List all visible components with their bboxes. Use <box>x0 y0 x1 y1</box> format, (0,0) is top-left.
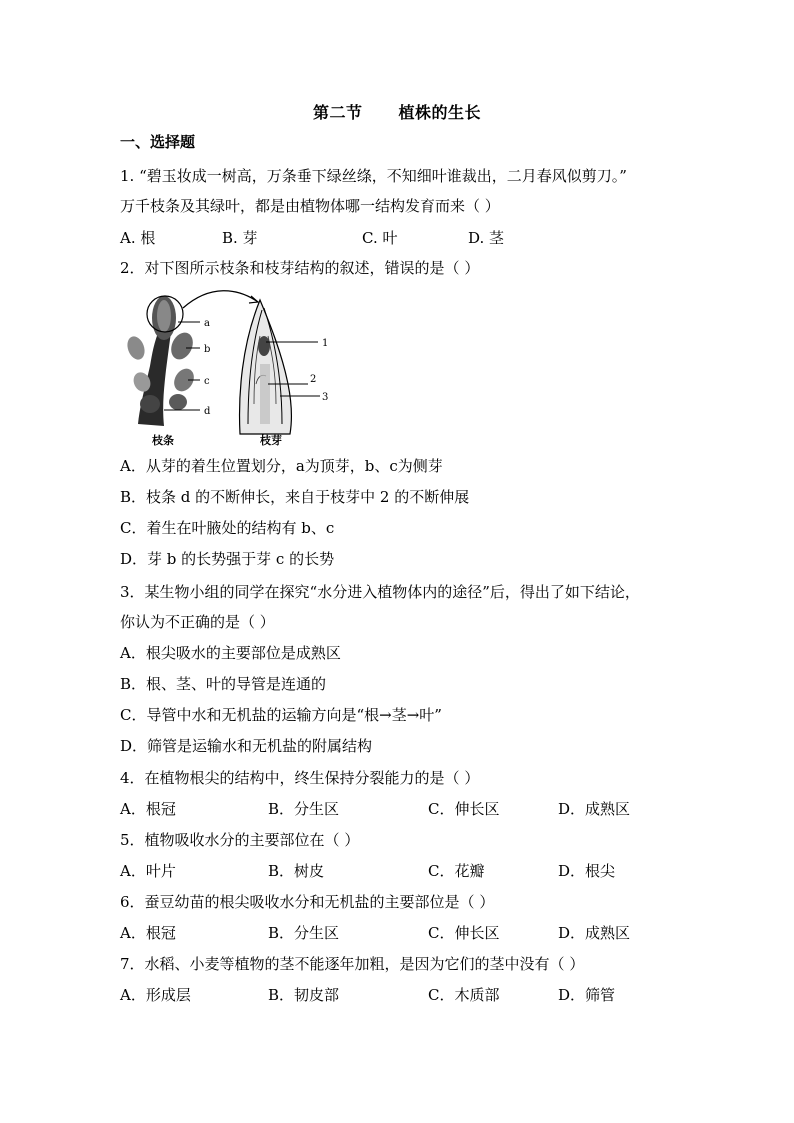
q6-stem: 6．蚕豆幼苗的根尖吸收水分和无机盐的主要部位是（ ） <box>120 893 495 911</box>
q3-option-c: C．导管中水和无机盐的运输方向是“根→茎→叶” <box>120 706 442 724</box>
q5-option-a: A．叶片 <box>120 862 176 880</box>
q1-option-d: D. 茎 <box>468 229 505 247</box>
q3-option-a: A．根尖吸水的主要部位是成熟区 <box>120 644 341 662</box>
q3-option-b: B．根、茎、叶的导管是连通的 <box>120 675 327 693</box>
label-b: b <box>204 344 211 355</box>
label-c: c <box>204 376 210 387</box>
q2-option-b: B．枝条 d 的不断伸长，来自于枝芽中 2 的不断伸展 <box>120 488 470 506</box>
label-1: 1 <box>322 338 329 349</box>
q4-stem: 4．在植物根尖的结构中，终生保持分裂能力的是（ ） <box>120 769 480 787</box>
q1-option-b: B. 芽 <box>222 229 258 247</box>
label-3: 3 <box>322 392 329 403</box>
q4-option-a: A．根冠 <box>120 800 176 818</box>
q3-stem-line-2: 你认为不正确的是（ ） <box>120 613 275 631</box>
q6-option-b: B．分生区 <box>268 924 340 942</box>
label-2: 2 <box>310 374 317 385</box>
bud-drawing <box>240 300 292 434</box>
q4-option-d: D．成熟区 <box>558 800 631 818</box>
q2-option-d: D．芽 b 的长势强于芽 c 的长势 <box>120 550 335 568</box>
q4-option-b: B．分生区 <box>268 800 340 818</box>
label-a: a <box>204 318 210 329</box>
q7-option-d: D．筛管 <box>558 986 616 1004</box>
q3-option-d: D．筛管是运输水和无机盐的附属结构 <box>120 737 373 755</box>
q1-stem-line-1: 1. “碧玉妆成一树高，万条垂下绿丝绦，不知细叶谁裁出，二月春风似剪刀。” <box>120 167 627 185</box>
arrow-icon <box>183 291 258 308</box>
q7-option-a: A．形成层 <box>120 986 191 1004</box>
section-number: 第二节 <box>312 103 363 122</box>
branch-drawing <box>124 296 197 426</box>
branch-bud-figure <box>120 284 340 446</box>
q2-stem: 2．对下图所示枝条和枝芽结构的叙述，错误的是（ ） <box>120 259 480 277</box>
q5-stem: 5．植物吸收水分的主要部位在（ ） <box>120 831 360 849</box>
q2-option-c: C．着生在叶腋处的结构有 b、c <box>120 519 335 537</box>
q6-option-a: A．根冠 <box>120 924 176 942</box>
q4-option-c: C．伸长区 <box>428 800 500 818</box>
q7-option-c: C．木质部 <box>428 986 500 1004</box>
q6-option-d: D．成熟区 <box>558 924 631 942</box>
branch-bud-diagram <box>120 284 340 446</box>
label-d: d <box>204 406 211 417</box>
q6-option-c: C．伸长区 <box>428 924 500 942</box>
q5-option-d: D．根尖 <box>558 862 616 880</box>
q7-stem: 7．水稻、小麦等植物的茎不能逐年加粗，是因为它们的茎中没有（ ） <box>120 955 585 973</box>
q1-option-a: A. 根 <box>120 229 156 247</box>
q7-option-b: B．韧皮部 <box>268 986 340 1004</box>
section-name: 植株的生长 <box>398 103 482 122</box>
caption-bud: 枝芽 <box>260 434 282 446</box>
q5-option-c: C．花瓣 <box>428 862 485 880</box>
q1-option-c: C. 叶 <box>362 229 398 247</box>
q1-stem-line-2: 万千枝条及其绿叶，都是由植物体哪一结构发育而来（ ） <box>120 197 500 215</box>
part-heading: 一、选择题 <box>120 133 196 151</box>
q5-option-b: B．树皮 <box>268 862 325 880</box>
q3-stem-line-1: 3．某生物小组的同学在探究“水分进入植物体内的途径”后，得出了如下结论， <box>120 583 640 601</box>
page-title <box>0 100 794 123</box>
caption-branch: 枝条 <box>152 434 174 446</box>
q2-option-a: A．从芽的着生位置划分，a为顶芽，b、c为侧芽 <box>120 457 443 475</box>
